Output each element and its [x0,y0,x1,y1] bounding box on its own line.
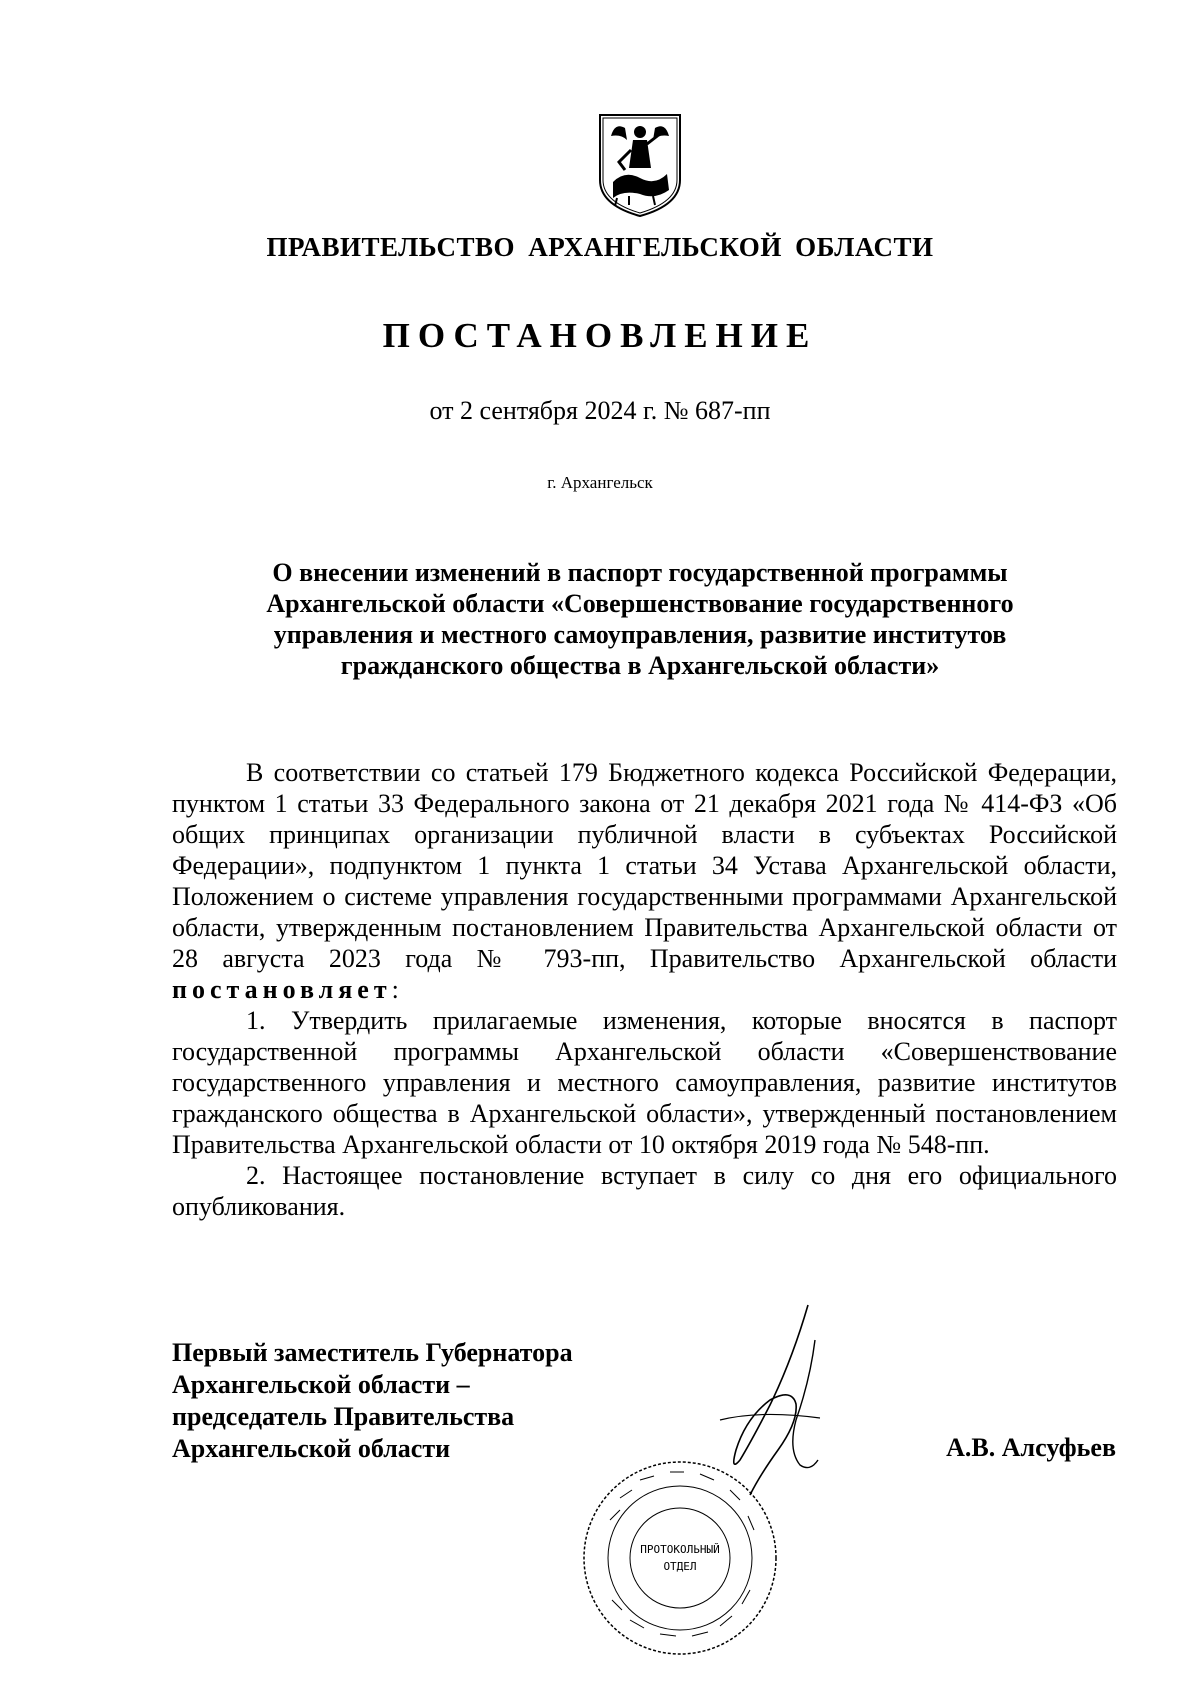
subject-line: управления и местного самоуправления, развитие институтов [273,620,1007,649]
coat-of-arms-icon [595,110,685,220]
item-1-paragraph: 1. Утвердить прилагаемые изменения, которые вносятся в паспорт государственной программы Архангельской области «Совершенствование государственного управления и местного самоуправления, развитие институтов гражданского общества в Архангельской области», утвержденный постановлением Правительства Архангельской области от 10 октября 2019 года № 548-пп. [172,1006,1117,1159]
document-subject [170,557,1110,681]
preamble-paragraph [172,757,1117,1005]
signer-position [172,1337,573,1465]
signer-position-line: Архангельской области – [172,1370,470,1399]
signer-position-line: председатель Правительства [172,1402,515,1431]
subject-line: О внесении изменений в паспорт государственной программы [272,558,1008,587]
document-city: г. Архангельск [547,473,653,492]
document-type: ПОСТАНОВЛЕНИЕ [382,316,818,355]
subject-line: гражданского общества в Архангельской области» [340,651,940,680]
government-title: ПРАВИТЕЛЬСТВО АРХАНГЕЛЬСКОЙ ОБЛАСТИ [266,232,934,262]
subject-line: Архангельской области «Совершенствование государственного [266,589,1014,618]
decree-colon: : [391,975,399,1004]
signer-name: А.В. Алсуфьев [946,1433,1116,1462]
document-body [172,757,1117,1222]
signer-position-line: Архангельской области [172,1434,451,1463]
svg-text:ОТДЕЛ: ОТДЕЛ [663,1560,697,1573]
svg-text:ПРОТОКОЛЬНЫЙ: ПРОТОКОЛЬНЫЙ [640,1543,720,1556]
item-2-paragraph: 2. Настоящее постановление вступает в силу со дня его официального опубликования. [172,1161,1117,1221]
decree-word: постановляет [172,975,392,1004]
signer-position-line: Первый заместитель Губернатора [172,1338,573,1367]
preamble-text: В соответствии со статьей 179 Бюджетного кодекса Российской Федерации, пунктом 1 статьи 33 Федерального закона от 21 декабря 2021 года № 414-ФЗ «Об общих принципах организации публичной власти в субъектах Российской Федерации», подпунктом 1 пункта 1 статьи 34 Устава Архангельской области, Положением о системе управления государственными программами Архангельской области, утвержденным постановлением Правительства Архангельской области от 28 августа 2023 года № 793-пп, Правительство Архангельской области [172,758,1117,973]
document-date-number: от 2 сентября 2024 г. № 687-пп [429,396,771,425]
official-stamp-icon [580,1450,780,1665]
